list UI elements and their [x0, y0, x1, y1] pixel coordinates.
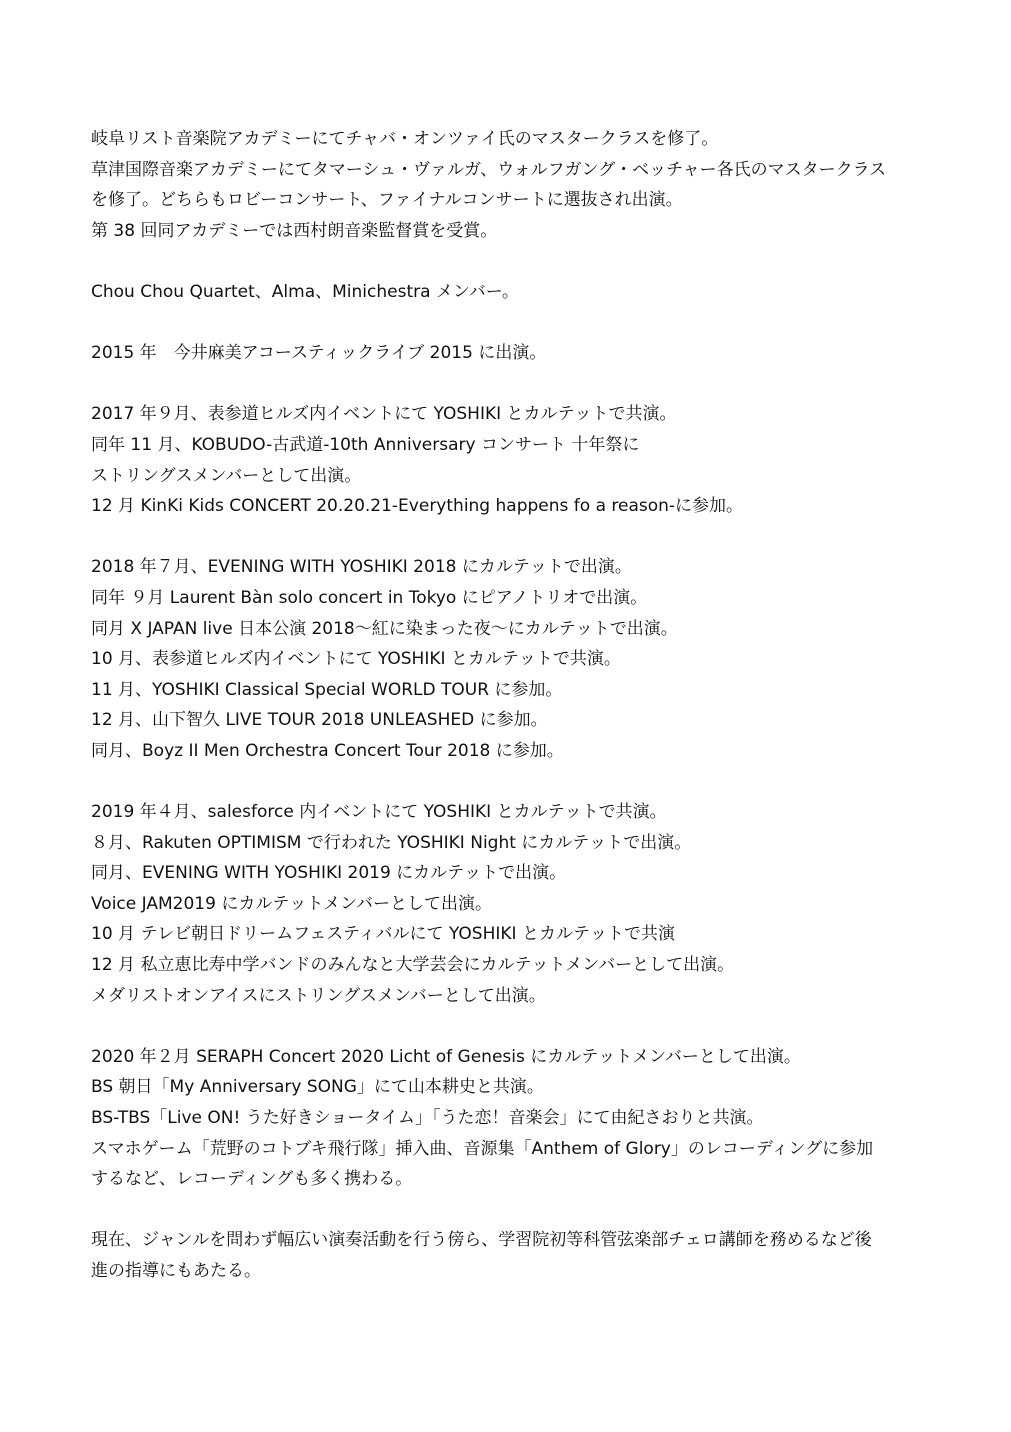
text-line: 11 月、YOSHIKI Classical Special WORLD TOUR に参加。 [91, 679, 563, 700]
text-line: Chou Chou Quartet、Alma、Minichestra メンバー。 [91, 281, 520, 302]
text-line: するなど、レコーディングも多く携わる。 [91, 1169, 413, 1190]
paragraph-2018 [91, 552, 926, 766]
text-line: 進の指導にもあたる。 [91, 1260, 261, 1281]
text-line: 10 月 テレビ朝日ドリームフェスティバルにて YOSHIKI とカルテットで共演 [91, 924, 675, 945]
paragraph-2020 [91, 1042, 926, 1195]
text-line: 同月、EVENING WITH YOSHIKI 2019 にカルテットで出演。 [91, 863, 567, 884]
text-line: を修了。どちらもロビーコンサート、ファイナルコンサートに選抜され出演。 [91, 190, 683, 211]
paragraph-academies [91, 124, 926, 246]
text-line: 草津国際音楽アカデミーにてタマーシュ・ヴァルガ、ウォルフガング・ベッチャー各氏のマスタークラス [91, 159, 887, 180]
text-line: 岐阜リスト音楽院アカデミーにてチャバ・オンツァイ氏のマスタークラスを修了。 [91, 129, 719, 149]
text-line: 同年 ９月 Laurent Bàn solo concert in Tokyo にピアノトリオで出演。 [91, 587, 648, 608]
text-line: BS 朝日「My Anniversary SONG」にて山本耕史と共演。 [91, 1077, 544, 1098]
text-line: 12 月 私立恵比寿中学バンドのみんなと大学芸会にカルテットメンバーとして出演。 [91, 955, 735, 976]
paragraph-2019 [91, 797, 926, 1011]
text-line: 2015 年 今井麻美アコースティックライブ 2015 に出演。 [91, 343, 547, 364]
text-line: ストリングスメンバーとして出演。 [91, 465, 362, 486]
text-line: 同年 11 月、KOBUDO-古武道-10th Anniversary コンサート 十年祭に [91, 434, 640, 455]
text-line: 現在、ジャンルを問わず幅広い演奏活動を行う傍ら、学習院初等科管弦楽部チェロ講師を務めるなど後 [91, 1230, 872, 1251]
text-line: 2019 年４月、salesforce 内イベントにて YOSHIKI とカルテットで共演。 [91, 802, 667, 823]
text-line: Voice JAM2019 にカルテットメンバーとして出演。 [91, 893, 492, 914]
text-line: 12 月 KinKi Kids CONCERT 20.20.21-Everything happens fo a reason-に参加。 [91, 496, 744, 517]
text-line: スマホゲーム「荒野のコトブキ飛行隊」挿入曲、音源集「Anthem of Glory」のレコーディングに参加 [91, 1138, 874, 1159]
text-line: 2020 年２月 SERAPH Concert 2020 Licht of Genesis にカルテットメンバーとして出演。 [91, 1046, 801, 1067]
paragraph-2015 [91, 338, 926, 369]
text-line: 第 38 回同アカデミーでは西村朗音楽監督賞を受賞。 [91, 220, 498, 241]
text-line: 同月、Boyz II Men Orchestra Concert Tour 2018 に参加。 [91, 740, 564, 761]
text-line: 10 月、表参道ヒルズ内イベントにて YOSHIKI とカルテットで共演。 [91, 649, 621, 670]
paragraph-2017 [91, 399, 926, 521]
paragraph-current [91, 1225, 926, 1286]
paragraph-ensembles [91, 277, 926, 308]
text-line: BS-TBS「Live ON! うた好きショータイム」「うた恋！音楽会」にて由紀さおりと共演。 [91, 1108, 764, 1128]
biography-text [91, 124, 926, 1317]
text-line: 2018 年７月、EVENING WITH YOSHIKI 2018 にカルテットで出演。 [91, 557, 632, 578]
text-line: 12 月、山下智久 LIVE TOUR 2018 UNLEASHED に参加。 [91, 710, 548, 731]
text-line: メダリストオンアイスにストリングスメンバーとして出演。 [91, 985, 546, 1006]
text-line: 同月 X JAPAN live 日本公演 2018～紅に染まった夜～にカルテットで出演。 [91, 618, 678, 639]
text-line: ８月、Rakuten OPTIMISM で行われた YOSHIKI Night にカルテットで出演。 [91, 832, 692, 853]
text-line: 2017 年９月、表参道ヒルズ内イベントにて YOSHIKI とカルテットで共演。 [91, 404, 677, 425]
